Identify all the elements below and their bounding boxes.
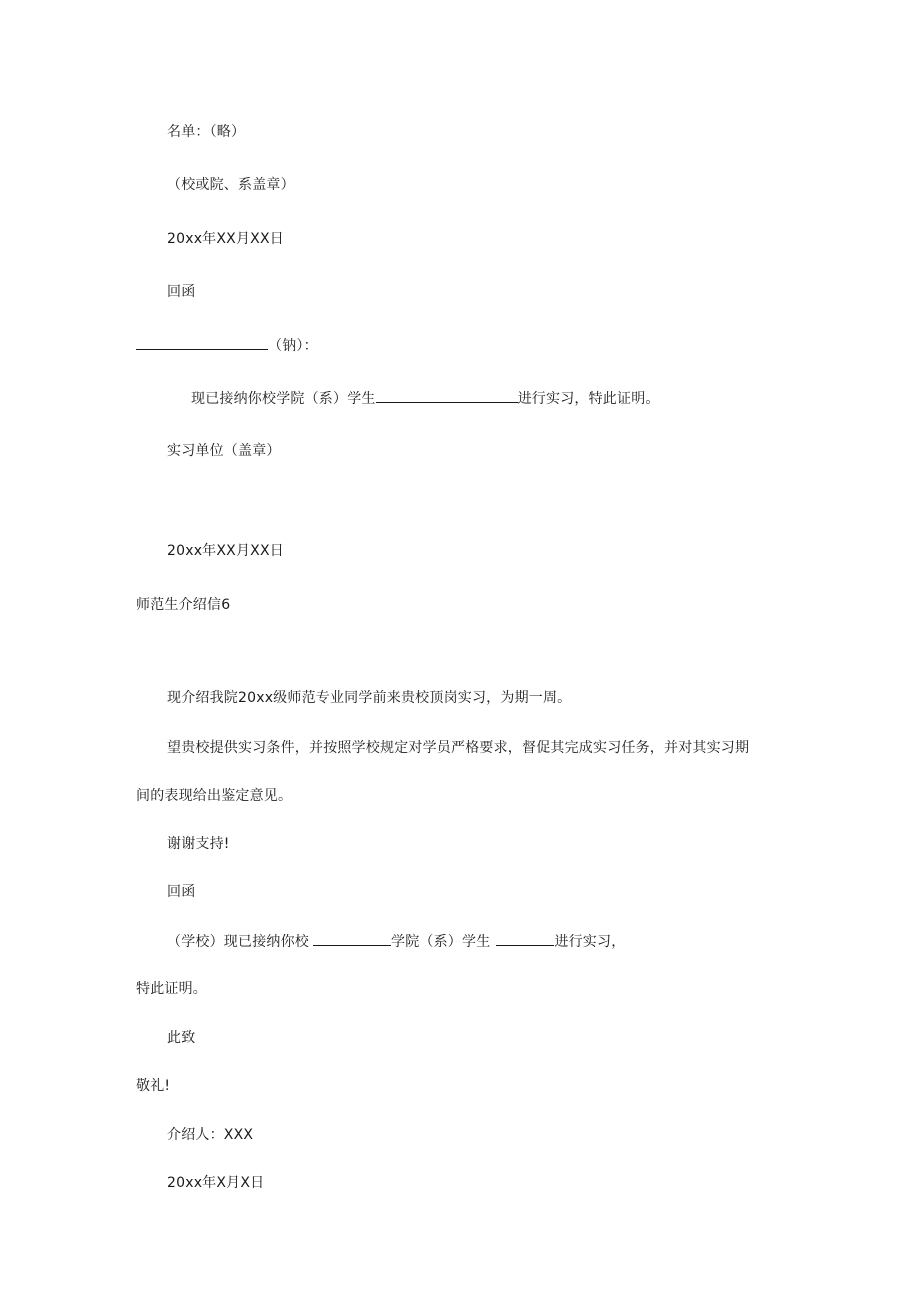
reply-heading-2: 回函: [167, 884, 196, 900]
unit-seal-line: 实习单位（盖章）: [167, 443, 281, 459]
reply-line-2: 特此证明。: [136, 981, 207, 997]
student-name-blank: [376, 388, 518, 403]
closing-line-1: 此致: [167, 1030, 196, 1046]
addressee-line: [136, 335, 318, 356]
date-line-1: 20xx年XX月XX日: [167, 231, 284, 247]
name-list-line: 名单：（略）: [167, 124, 246, 140]
accept-line: [191, 388, 660, 409]
intro-paragraph: 现介绍我院20xx级师范专业同学前来贵校顶岗实习，为期一周。: [167, 690, 572, 706]
section-title: 师范生介绍信6: [136, 597, 231, 613]
reply-heading-1: 回函: [167, 284, 196, 300]
reply-part-2: 学院（系）学生: [391, 934, 491, 950]
reply-part-3: 进行实习，: [554, 934, 626, 950]
school-seal-line: （校或院、系盖章）: [167, 177, 295, 193]
closing-line-2: 敬礼!: [136, 1078, 171, 1094]
student-blank: [496, 931, 554, 946]
request-line-2: 间的表现给出鉴定意见。: [136, 788, 293, 804]
request-line-1: 望贵校提供实习条件，并按照学校规定对学员严格要求，督促其完成实习任务，并对其实习期: [167, 740, 750, 756]
reply-line-1: [167, 931, 625, 952]
introducer-line: 介绍人：XXX: [167, 1127, 254, 1143]
addressee-blank: [136, 335, 268, 350]
addressee-suffix: （钠）：: [268, 338, 318, 354]
date-line-2: 20xx年XX月XX日: [167, 543, 284, 559]
reply-part-1: （学校）现已接纳你校: [167, 934, 309, 950]
accept-prefix: 现已接纳你校学院（系）学生: [191, 391, 376, 407]
date-line-3: 20xx年X月X日: [167, 1175, 265, 1191]
thanks-line: 谢谢支持!: [167, 836, 230, 852]
accept-suffix: 进行实习，特此证明。: [517, 391, 660, 407]
college-blank: [313, 931, 391, 946]
